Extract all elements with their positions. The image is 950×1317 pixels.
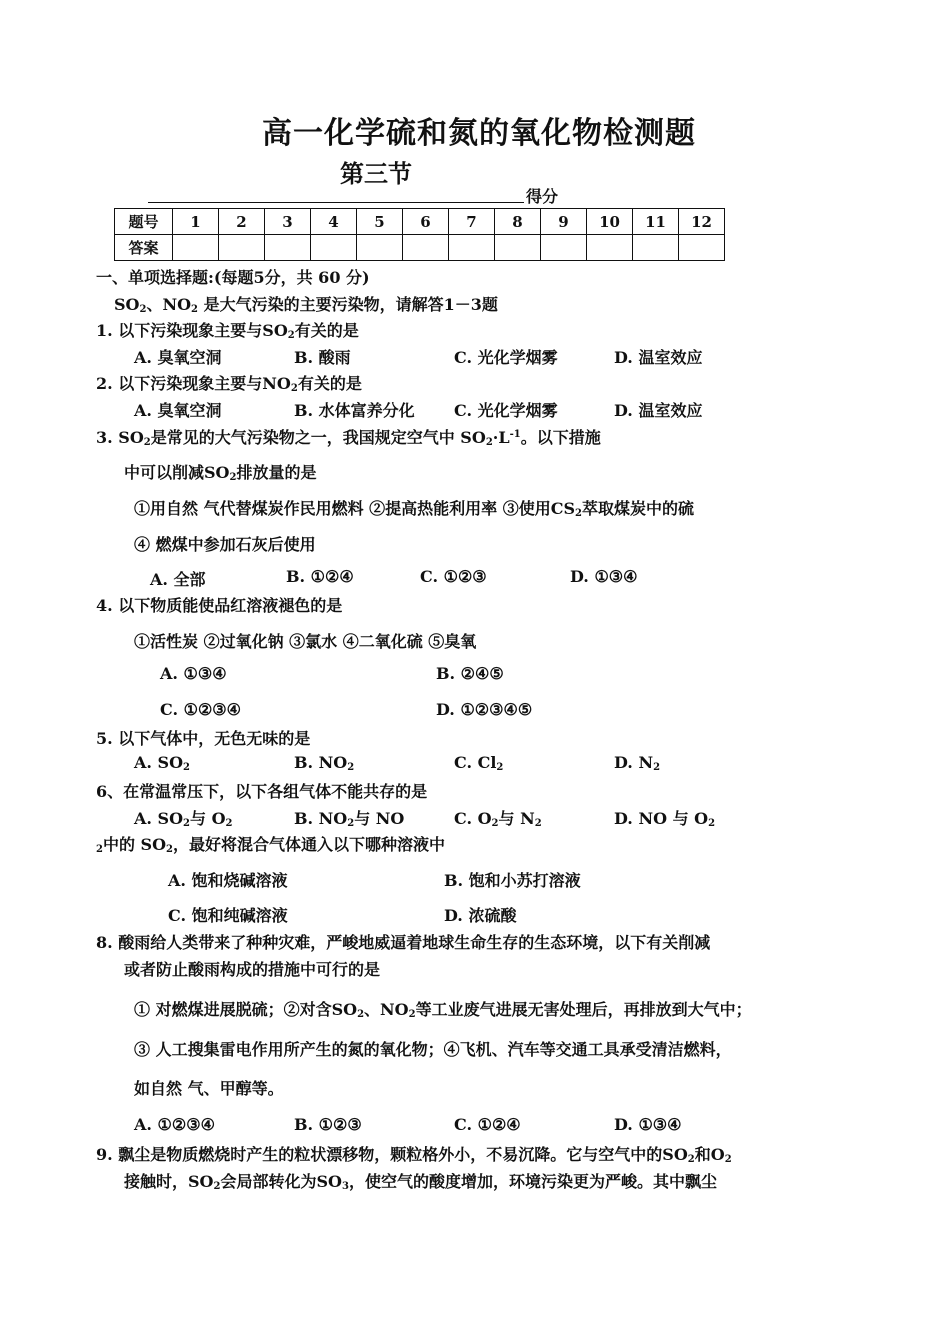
- answer-cell[interactable]: [357, 235, 403, 261]
- table-header-answer: 答案: [115, 235, 173, 261]
- table-number-cell: 1: [173, 209, 219, 235]
- q3-option-d: D. ①③④: [570, 567, 638, 586]
- q5-option-c: C. $Cl_2$: [454, 753, 504, 773]
- question-7-stem: $_2$中的 $SO_2$，最好将混合气体通入以下哪种溶液中: [96, 835, 446, 855]
- score-label: 得分: [526, 187, 559, 206]
- question-3-stem: 3. $SO_2$是常见的大气污染物之一，我国规定空气中 $SO_2\cdot L^{-1}$。以下措施: [96, 428, 601, 448]
- answer-cell[interactable]: [219, 235, 265, 261]
- table-number-cell: 4: [311, 209, 357, 235]
- q2-option-a: A. 臭氧空洞: [134, 401, 222, 420]
- table-number-cell: 2: [219, 209, 265, 235]
- q3-option-a: A. 全部: [150, 570, 206, 589]
- q8-option-a: A. ①②③④: [134, 1115, 215, 1134]
- q7-option-d: D. 浓硫酸: [444, 906, 517, 925]
- q4-option-b: B. ②④⑤: [436, 664, 504, 683]
- q1-option-d: D. 温室效应: [614, 348, 703, 367]
- question-4-statements: ①活性炭 ②过氧化钠 ③氯水 ④二氧化硫 ⑤臭氧: [134, 632, 477, 651]
- question-3-statement-4: ④ 燃煤中参加石灰后使用: [134, 535, 316, 554]
- q8-option-b: B. ①②③: [294, 1115, 362, 1134]
- q5-option-a: A. $SO_2$: [134, 753, 191, 773]
- answer-table-number-row: [115, 209, 725, 235]
- answer-cell[interactable]: [449, 235, 495, 261]
- q1-option-b: B. 酸雨: [294, 348, 351, 367]
- q6-option-a: A. $SO_2$与 $O_2$: [134, 809, 233, 829]
- q3-option-b: B. ①②④: [286, 567, 354, 586]
- answer-cell[interactable]: [633, 235, 679, 261]
- answer-table: [114, 208, 725, 261]
- q3-option-c: C. ①②③: [420, 567, 487, 586]
- q4-option-c: C. ①②③④: [160, 700, 241, 719]
- table-number-cell: 9: [541, 209, 587, 235]
- question-8-statement-1: ① 对燃煤进展脱硫；②对含$SO_2$、$NO_2$等工业废气进展无害处理后，再排放到大气中；: [134, 1000, 752, 1020]
- question-3-stem-line2: 中可以削减$SO_2$排放量的是: [124, 463, 317, 483]
- table-number-cell: 12: [679, 209, 725, 235]
- q8-option-c: C. ①②④: [454, 1115, 521, 1134]
- table-number-cell: 5: [357, 209, 403, 235]
- page-subtitle: 第三节: [340, 159, 412, 188]
- q2-option-d: D. 温室效应: [614, 401, 703, 420]
- q7-option-a: A. 饱和烧碱溶液: [168, 871, 288, 890]
- question-9-stem-line2: 接触时，$SO_2$会局部转化为$SO_3$，使空气的酸度增加，环境污染更为严峻。其中飘尘: [124, 1172, 717, 1192]
- table-number-cell: 10: [587, 209, 633, 235]
- question-9-stem: 9. 飘尘是物质燃烧时产生的粒状漂移物，颗粒格外小，不易沉降。它与空气中的$SO_2$和$O_2$: [96, 1145, 732, 1165]
- question-8-stem: 8. 酸雨给人类带来了种种灾难，严峻地威逼着地球生命生存的生态环境，以下有关削减: [96, 933, 711, 952]
- question-4-stem: 4. 以下物质能使品红溶液褪色的是: [96, 596, 343, 615]
- answer-cell[interactable]: [541, 235, 587, 261]
- q6-option-d: D. NO 与 $O_2$: [614, 809, 716, 829]
- q8-option-d: D. ①③④: [614, 1115, 682, 1134]
- q4-option-d: D. ①②③④⑤: [436, 700, 533, 719]
- question-5-stem: 5. 以下气体中，无色无味的是: [96, 729, 311, 748]
- answer-cell[interactable]: [679, 235, 725, 261]
- answer-cell[interactable]: [495, 235, 541, 261]
- table-number-cell: 11: [633, 209, 679, 235]
- table-number-cell: 3: [265, 209, 311, 235]
- q2-option-c: C. 光化学烟雾: [454, 401, 558, 420]
- table-number-cell: 8: [495, 209, 541, 235]
- answer-table-answer-row: [115, 235, 725, 261]
- q6-option-b: B. $NO_2$与 NO: [294, 809, 405, 829]
- q2-option-b: B. 水体富养分化: [294, 401, 415, 420]
- table-number-cell: 7: [449, 209, 495, 235]
- question-8-statement-3: 如自然 气、甲醇等。: [134, 1079, 284, 1098]
- q5-option-d: D. $N_2$: [614, 753, 661, 773]
- question-2-stem: 2. 以下污染现象主要与$NO_2$有关的是: [96, 374, 362, 394]
- table-header-number: 题号: [115, 209, 173, 235]
- answer-cell[interactable]: [311, 235, 357, 261]
- section-heading: 一、单项选择题:(每题5分，共 60 分): [96, 268, 370, 287]
- question-1-stem: 1. 以下污染现象主要与$SO_2$有关的是: [96, 321, 359, 341]
- q1-option-c: C. 光化学烟雾: [454, 348, 558, 367]
- q7-option-b: B. 饱和小苏打溶液: [444, 871, 581, 890]
- answer-cell[interactable]: [403, 235, 449, 261]
- question-3-statements: ①用自然 气代替煤炭作民用燃料 ②提高热能利用率 ③使用$CS_2$萃取煤炭中的硫: [134, 499, 694, 519]
- q4-option-a: A. ①③④: [160, 664, 227, 683]
- answer-cell[interactable]: [173, 235, 219, 261]
- q5-option-b: B. $NO_2$: [294, 753, 355, 773]
- table-number-cell: 6: [403, 209, 449, 235]
- question-8-statement-2: ③ 人工搜集雷电作用所产生的氮的氧化物；④飞机、汽车等交通工具承受清洁燃料，: [134, 1040, 732, 1059]
- name-underline: [148, 202, 524, 203]
- q6-option-c: C. $O_2$与 $N_2$: [454, 809, 542, 829]
- answer-cell[interactable]: [265, 235, 311, 261]
- intro-line: $SO_2$、$NO_2$ 是大气污染的主要污染物，请解答1－3题: [114, 295, 498, 315]
- question-8-stem-line2: 或者防止酸雨构成的措施中可行的是: [124, 960, 381, 979]
- page-title: 高一化学硫和氮的氧化物检测题: [262, 116, 696, 151]
- q7-option-c: C. 饱和纯碱溶液: [168, 906, 288, 925]
- q1-option-a: A. 臭氧空洞: [134, 348, 222, 367]
- question-6-stem: 6、在常温常压下，以下各组气体不能共存的是: [96, 782, 428, 801]
- answer-cell[interactable]: [587, 235, 633, 261]
